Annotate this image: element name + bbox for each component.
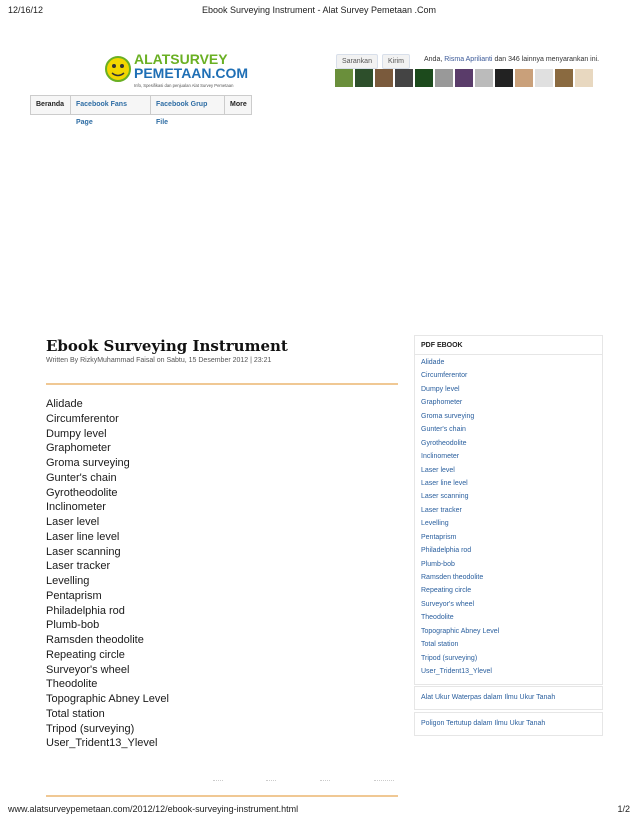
list-item: Laser scanning [46, 545, 121, 558]
faint-mark [374, 780, 394, 787]
friend-avatar[interactable] [415, 69, 433, 87]
logo-emblem-icon [106, 57, 130, 81]
list-item: Laser line level [46, 530, 120, 543]
sidebar-link[interactable]: Gyrotheodolite [421, 439, 467, 447]
post-bottom-divider [46, 795, 398, 797]
list-item: Groma surveying [46, 457, 130, 469]
main-nav [30, 95, 252, 126]
list-item: Philadelphia rod [46, 604, 125, 617]
sidebar-link[interactable]: Topographic Abney Level [421, 627, 500, 635]
list-item: Gyrotheodolite [46, 486, 118, 499]
recommend-button[interactable]: Sarankan [336, 54, 378, 69]
list-item: Circumferentor [46, 412, 119, 425]
sidebar-link[interactable]: Pentaprism [421, 533, 457, 541]
friend-avatar[interactable] [535, 69, 553, 87]
post-meta: Written By RizkyMuhammad Faisal on Sabtu, 15 Desember 2012 | 23:21 [46, 357, 272, 364]
nav-item-facebook-grup-file[interactable]: Facebook Grup File [151, 96, 225, 114]
fb-text-suffix: dan 346 lainnya menyarankan ini. [492, 56, 600, 63]
sidebar-link[interactable]: Graphometer [421, 399, 463, 407]
friend-avatar[interactable] [375, 69, 393, 87]
sidebar-link[interactable]: Circumferentor [421, 372, 468, 380]
list-item: Gunter's chain [46, 471, 117, 484]
logo-line1: ALATSURVEY [134, 51, 228, 67]
list-item: Dumpy level [46, 427, 107, 440]
list-item: Surveyor's wheel [46, 663, 130, 676]
related-post-widget [414, 712, 603, 736]
print-header [0, 0, 638, 18]
post-title: Ebook Surveying Instrument [46, 337, 288, 355]
list-item: Plumb-bob [46, 619, 100, 632]
sidebar-link[interactable]: Laser line level [421, 479, 468, 487]
ebook-link-list [421, 356, 499, 679]
fb-text-prefix: Anda, [424, 56, 445, 63]
sidebar-link[interactable]: Laser scanning [421, 493, 469, 501]
related-post-widget [414, 686, 603, 710]
sidebar-link[interactable]: Plumb-bob [421, 560, 455, 568]
nav-item-more[interactable]: More [230, 101, 247, 108]
page-url: www.alatsurveypemetaan.com/2012/12/ebook-surveying-instrument.html [8, 804, 299, 814]
list-item: Theodolite [46, 678, 98, 691]
sidebar-link[interactable]: Tripod (surveying) [421, 654, 478, 662]
friend-avatar[interactable] [575, 69, 593, 87]
fb-friend-link[interactable]: Risma Aprilianti [444, 56, 493, 63]
site-logo[interactable] [104, 48, 254, 90]
list-item: Laser level [46, 516, 100, 528]
sidebar-link[interactable]: Surveyor's wheel [421, 600, 475, 608]
friend-avatar[interactable] [515, 69, 533, 87]
sidebar-link[interactable]: Laser tracker [421, 506, 462, 514]
sidebar-link[interactable]: Dumpy level [421, 385, 460, 393]
list-item: Repeating circle [46, 648, 125, 661]
pdf-ebook-widget [414, 335, 603, 685]
list-item: Alidade [46, 398, 83, 410]
related-link-poligon[interactable]: Poligon Tertutup dalam Ilmu Ukur Tanah [421, 720, 546, 727]
facebook-social-text [424, 56, 599, 63]
list-item: Tripod (surveying) [46, 722, 135, 735]
list-item: Graphometer [46, 442, 111, 455]
nav-item-facebook-fans-page[interactable]: Facebook Fans Page [71, 96, 151, 114]
sidebar-link[interactable]: Alidade [421, 359, 445, 366]
sidebar-link[interactable]: Inclinometer [421, 453, 460, 461]
print-footer [0, 804, 638, 818]
list-item: Ramsden theodolite [46, 634, 144, 646]
widget-divider [415, 354, 602, 355]
list-item: Inclinometer [46, 501, 106, 514]
sidebar-link[interactable]: User_Trident13_Ylevel [421, 668, 492, 676]
widget-title: PDF EBOOK [421, 342, 463, 349]
friend-avatar[interactable] [335, 69, 353, 87]
sidebar-link[interactable]: Gunter's chain [421, 426, 466, 434]
nav-item-beranda[interactable]: Beranda [31, 96, 71, 114]
list-item: Topographic Abney Level [46, 693, 169, 705]
list-item: User_Trident13_Ylevel [46, 737, 158, 750]
sidebar-link[interactable]: Laser level [421, 466, 455, 474]
friend-avatar[interactable] [435, 69, 453, 87]
friend-avatar[interactable] [495, 69, 513, 87]
faint-mark [266, 780, 276, 787]
friend-avatar[interactable] [455, 69, 473, 87]
sidebar-link[interactable]: Theodolite [421, 614, 454, 622]
faint-mark [320, 780, 330, 787]
page-number: 1/2 [617, 804, 630, 814]
sidebar-link[interactable]: Repeating circle [421, 587, 472, 595]
list-item: Total station [46, 707, 105, 720]
sidebar-link[interactable]: Ramsden theodolite [421, 574, 484, 581]
sidebar-link[interactable]: Levelling [421, 520, 449, 528]
faint-mark [213, 780, 223, 787]
list-item: Pentaprism [46, 589, 102, 602]
logo-tagline: Info, Spesifikasi dan penjualan Alat Survey Pemetaan [134, 83, 234, 88]
sidebar-link[interactable]: Philadelphia rod [421, 547, 472, 555]
friend-avatar[interactable] [395, 69, 413, 87]
sidebar-link[interactable]: Total station [421, 641, 459, 649]
post-divider [46, 383, 398, 385]
send-button[interactable]: Kirim [382, 54, 410, 69]
friend-avatar[interactable] [555, 69, 573, 87]
list-item: Levelling [46, 575, 90, 587]
instrument-list [46, 397, 169, 751]
logo-line2: PEMETAAN.COM [134, 65, 249, 81]
list-item: Laser tracker [46, 560, 111, 573]
friend-avatar[interactable] [355, 69, 373, 87]
print-date: 12/16/12 [8, 5, 44, 15]
friend-avatar[interactable] [475, 69, 493, 87]
print-page-title: Ebook Surveying Instrument - Alat Survey Pemetaan .Com [201, 5, 437, 15]
sidebar-link[interactable]: Groma surveying [421, 412, 475, 420]
related-link-waterpas[interactable]: Alat Ukur Waterpas dalam Ilmu Ukur Tanah [421, 694, 556, 701]
